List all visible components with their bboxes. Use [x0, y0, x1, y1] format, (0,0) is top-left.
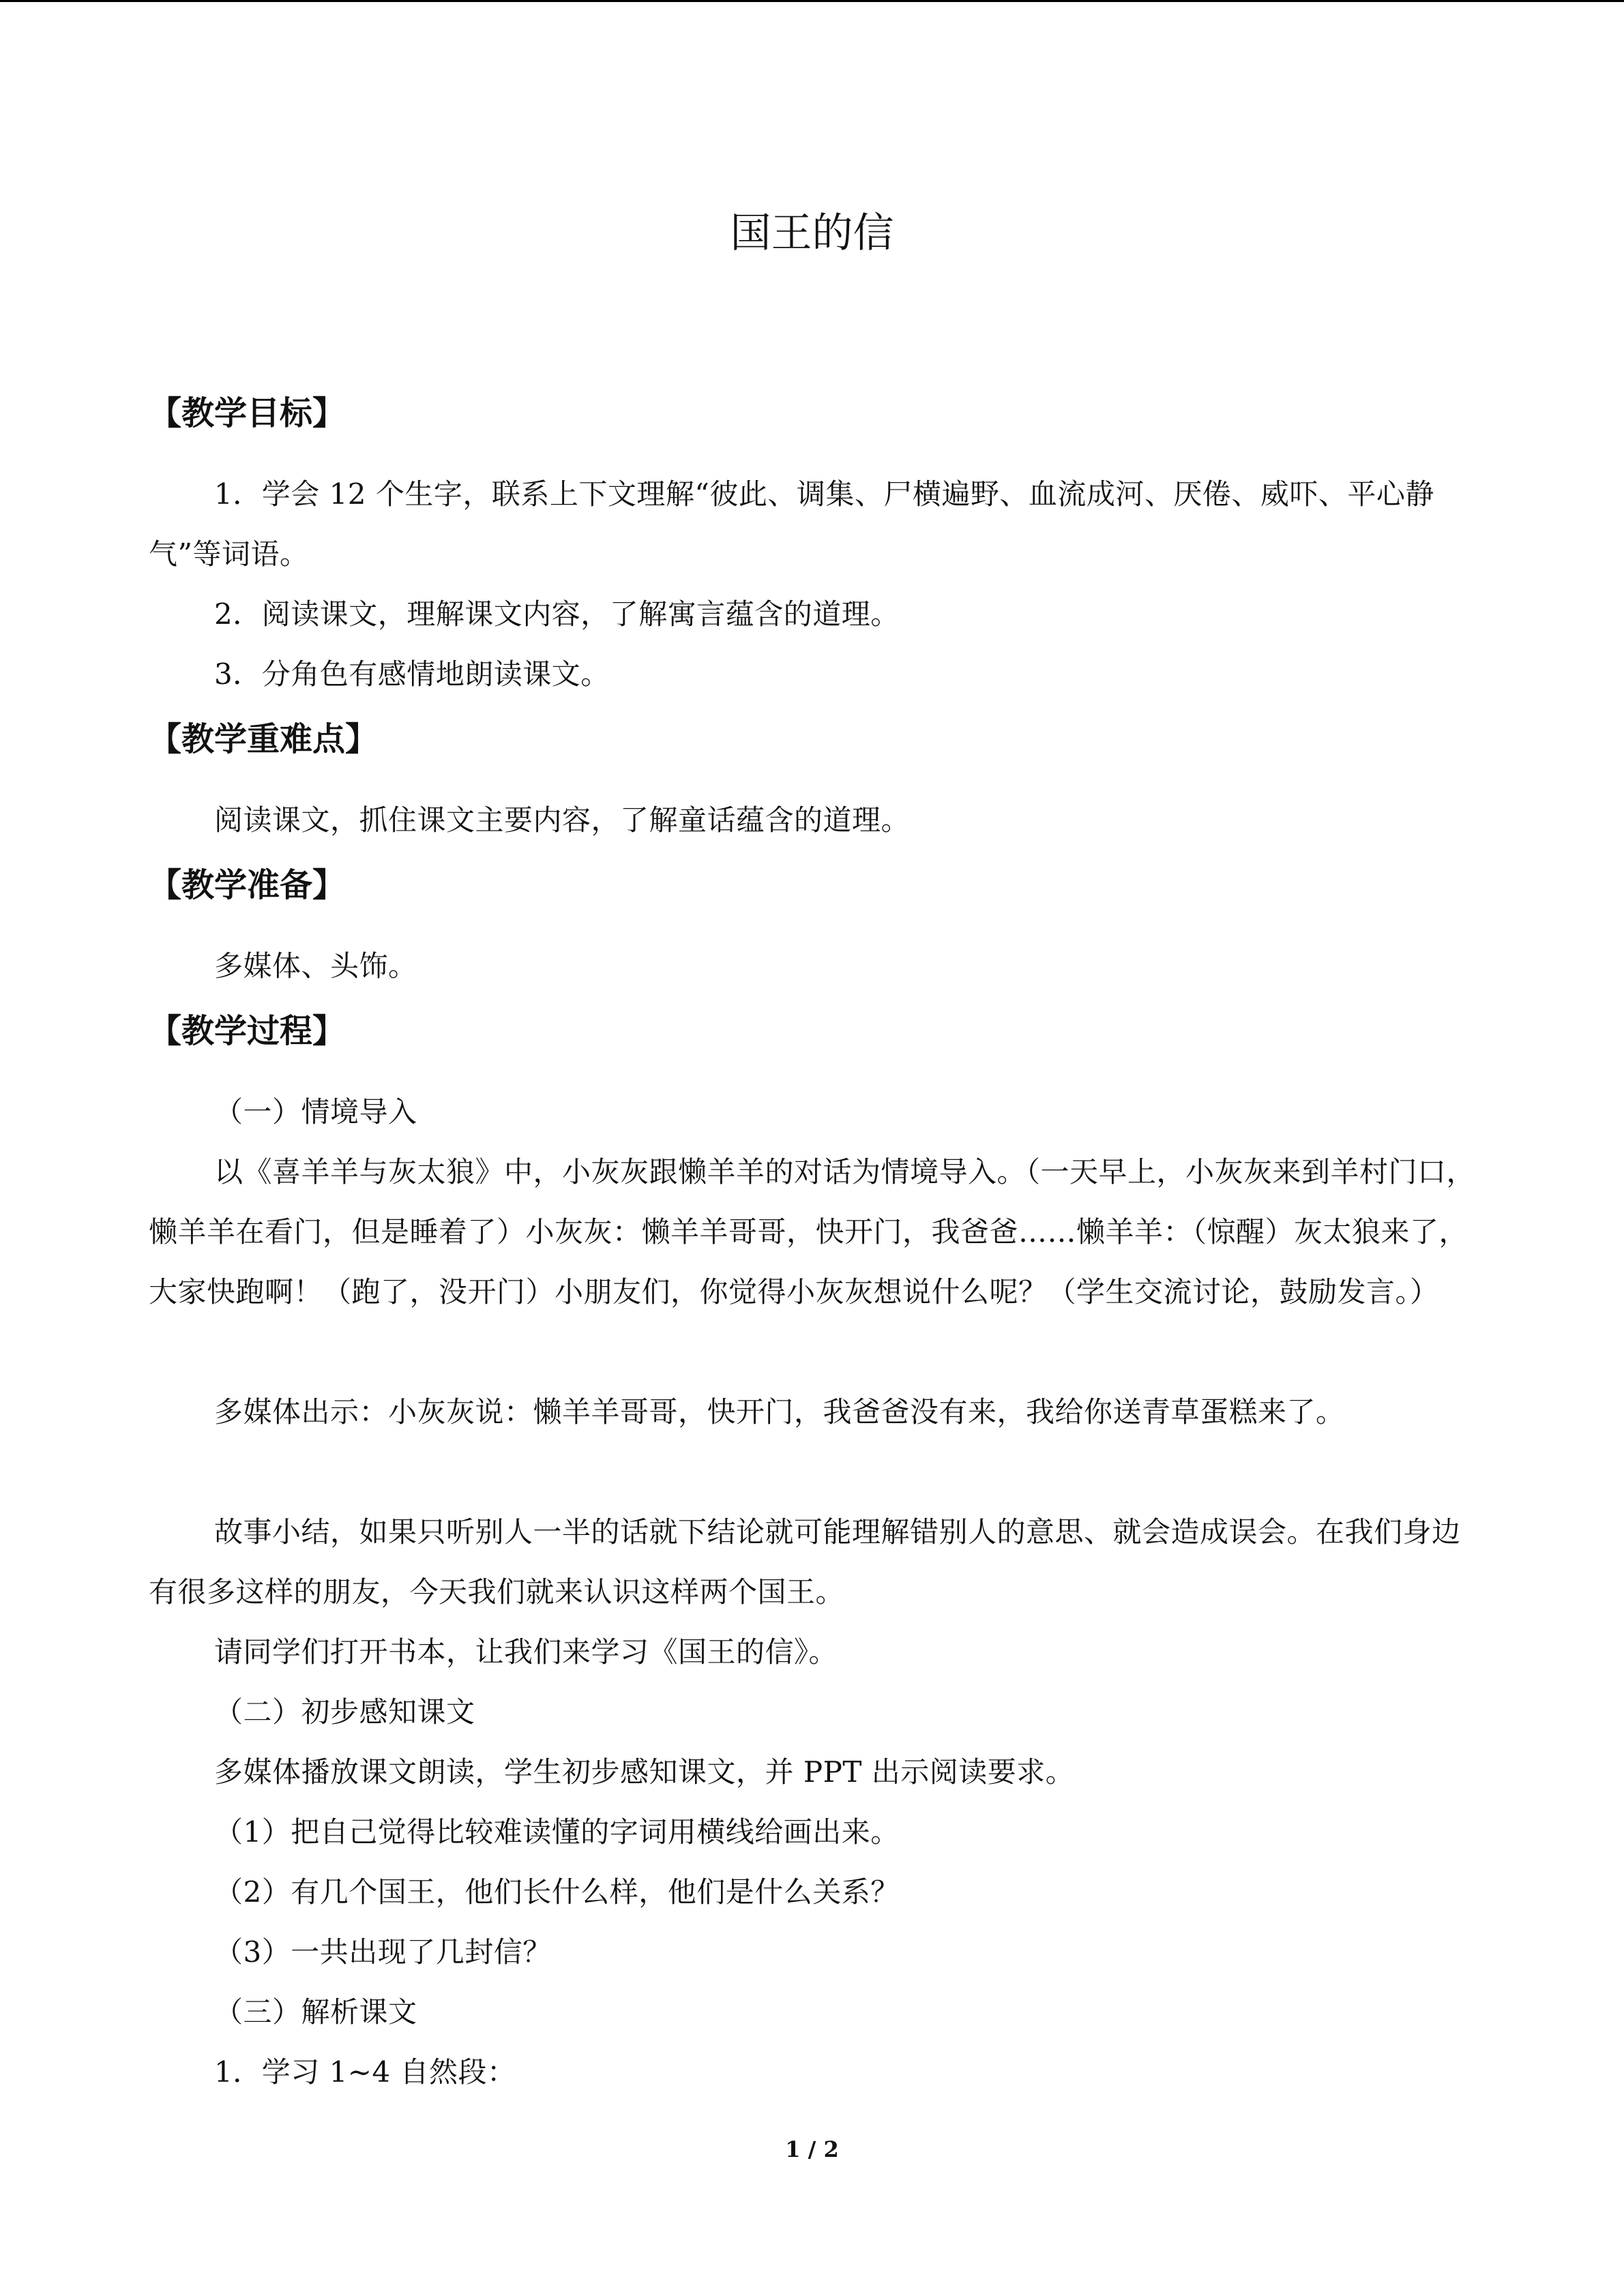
section-heading-key-points: 【教学重难点】	[149, 720, 379, 758]
requirement-item-1: （1）把自己觉得比较难读懂的字词用横线给画出来。	[214, 1815, 900, 1849]
requirement-item-2: （2）有几个国王，他们长什么样，他们是什么关系？	[214, 1875, 900, 1909]
process-paragraph-multimedia: 多媒体出示：小灰灰说：懒羊羊哥哥，快开门，我爸爸没有来，我给你送青草蛋糕来了。	[214, 1395, 1345, 1429]
process-paragraph-study-1-4: 1．学习 1~4 自然段：	[214, 2055, 516, 2089]
process-paragraph-summary: 故事小结，如果只听别人一半的话就下结论就可能理解错别人的意思、就会造成误会。在我们身边有很多这样的朋友，今天我们就来认识这样两个国王。	[149, 1515, 1461, 1609]
process-subheading-analysis: （三）解析课文	[214, 1995, 417, 2029]
requirement-item-3: （3）一共出现了几封信？	[214, 1935, 552, 1969]
document-page	[149, 0, 1475, 2296]
process-subheading-intro: （一）情境导入	[214, 1095, 417, 1129]
process-paragraph-reading-requirements: 多媒体播放课文朗读，学生初步感知课文，并 PPT 出示阅读要求。	[214, 1755, 1075, 1789]
objective-item-1: 1．学会 12 个生字，联系上下文理解“彼此、调集、尸横遍野、血流成河、厌倦、威吓、平心静气”等词语。	[149, 477, 1434, 571]
preparation-text: 多媒体、头饰。	[214, 949, 417, 983]
process-subheading-perception: （二）初步感知课文	[214, 1695, 475, 1729]
section-heading-process: 【教学过程】	[149, 1012, 346, 1050]
section-heading-preparation: 【教学准备】	[149, 866, 346, 904]
objective-item-3: 3．分角色有感情地朗读课文。	[214, 657, 610, 691]
process-paragraph-dialogue: 以《喜羊羊与灰太狼》中，小灰灰跟懒羊羊的对话为情境导入。（一天早上，小灰灰来到羊村门口，懒羊羊在看门，但是睡着了）小灰灰：懒羊羊哥哥，快开门，我爸爸……懒羊羊：（惊醒）灰太狼来了，大家快跑啊！（跑了，没开门）小朋友们，你觉得小灰灰想说什么呢？（学生交流讨论，鼓励发言。）	[149, 1155, 1476, 1309]
document-title: 国王的信	[730, 209, 894, 257]
objective-item-2: 2．阅读课文，理解课文内容，了解寓言蕴含的道理。	[214, 597, 900, 631]
page-number: 1 / 2	[785, 2136, 839, 2162]
section-heading-objectives: 【教学目标】	[149, 394, 346, 432]
process-paragraph-open-book: 请同学们打开书本，让我们来学习《国王的信》。	[214, 1635, 838, 1669]
key-points-text: 阅读课文，抓住课文主要内容，了解童话蕴含的道理。	[214, 803, 911, 837]
